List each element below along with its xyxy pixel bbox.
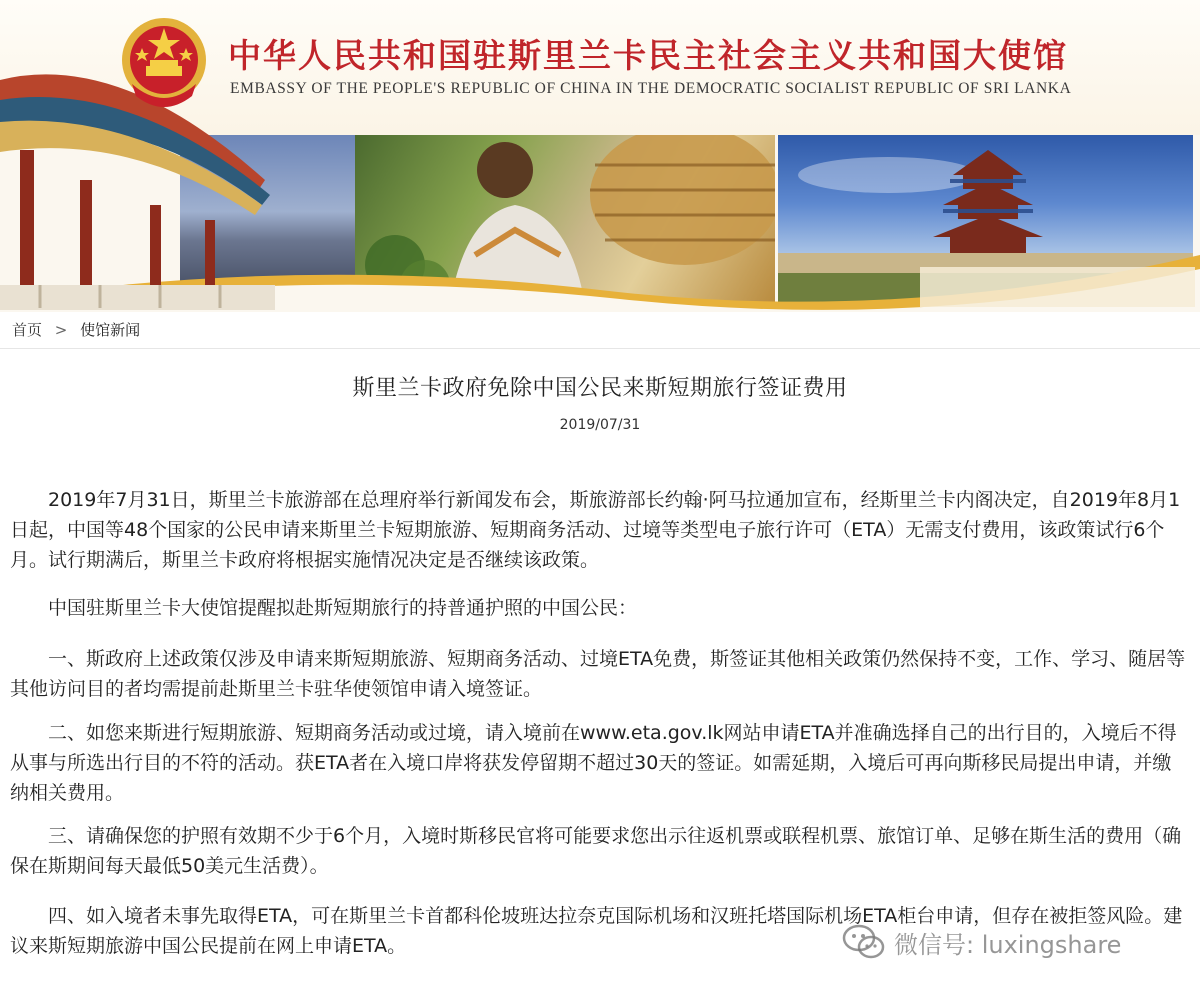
embassy-title-en: EMBASSY OF THE PEOPLE'S REPUBLIC OF CHINA IN THE DEMOCRATIC SOCIALIST REPUBLIC OF SRI LANKA [230,80,1072,97]
site-header [0,0,1200,312]
article-paragraph-1: 2019年7月31日，斯里兰卡旅游部在总理府举行新闻发布会，斯旅游部长约翰·阿马拉通加宣布，经斯里兰卡内阁决定，自2019年8月1日起，中国等48个国家的公民申请来斯里兰卡短期旅游、短期商务活动、过境等类型电子旅行许可（ETA）无需支付费用，该政策试行6个月。试行期满后，斯里兰卡政府将根据实施情况决定是否继续该政策。 [10,489,1181,571]
national-emblem-icon [118,14,210,114]
breadcrumb-separator-icon: > [54,321,68,339]
embassy-title-cn: 中华人民共和国驻斯里兰卡民主社会主义共和国大使馆 [228,36,1068,75]
article-paragraph-3: 一、斯政府上述政策仅涉及申请来斯短期旅游、短期商务活动、过境ETA免费，斯签证其他相关政策仍然保持不变，工作、学习、随居等其他访问目的者均需提前赴斯里兰卡驻华使领馆申请入境签证。 [10,648,1186,700]
divider [0,348,1200,349]
article-date: 2019/07/31 [559,417,641,433]
article-title: 斯里兰卡政府免除中国公民来斯短期旅行签证费用 [352,376,848,401]
breadcrumb-home-link[interactable]: 首页 [12,321,43,339]
watermark-text: 微信号: luxingshare [894,930,1122,959]
article-paragraph-6: 四、如入境者未事先取得ETA，可在斯里兰卡首都科伦坡班达拉奈克国际机场和汉班托塔国际机场ETA柜台申请，但存在被拒签风险。建议来斯短期旅游中国公民提前在网上申请ETA。 [10,905,1183,957]
article-paragraph-5: 三、请确保您的护照有效期不少于6个月，入境时斯移民官将可能要求您出示往返机票或联程机票、旅馆订单、足够在斯生活的费用（确保在斯期间每天最低50美元生活费）。 [10,825,1182,877]
breadcrumb [12,319,140,340]
article-paragraph-4: 二、如您来斯进行短期旅游、短期商务活动或过境，请入境前在www.eta.gov.lk网站申请ETA并准确选择自己的出行目的，入境后不得从事与所选出行目的不符的活动。获ETA者在入境口岸将获发停留期不超过30天的签证。如需延期，入境后可再向斯移民局提出申请，并缴纳相关费用。 [10,722,1177,804]
article-paragraph-2: 中国驻斯里兰卡大使馆提醒拟赴斯短期旅行的持普通护照的中国公民： [48,597,638,619]
breadcrumb-current-link[interactable]: 使馆新闻 [80,321,141,339]
